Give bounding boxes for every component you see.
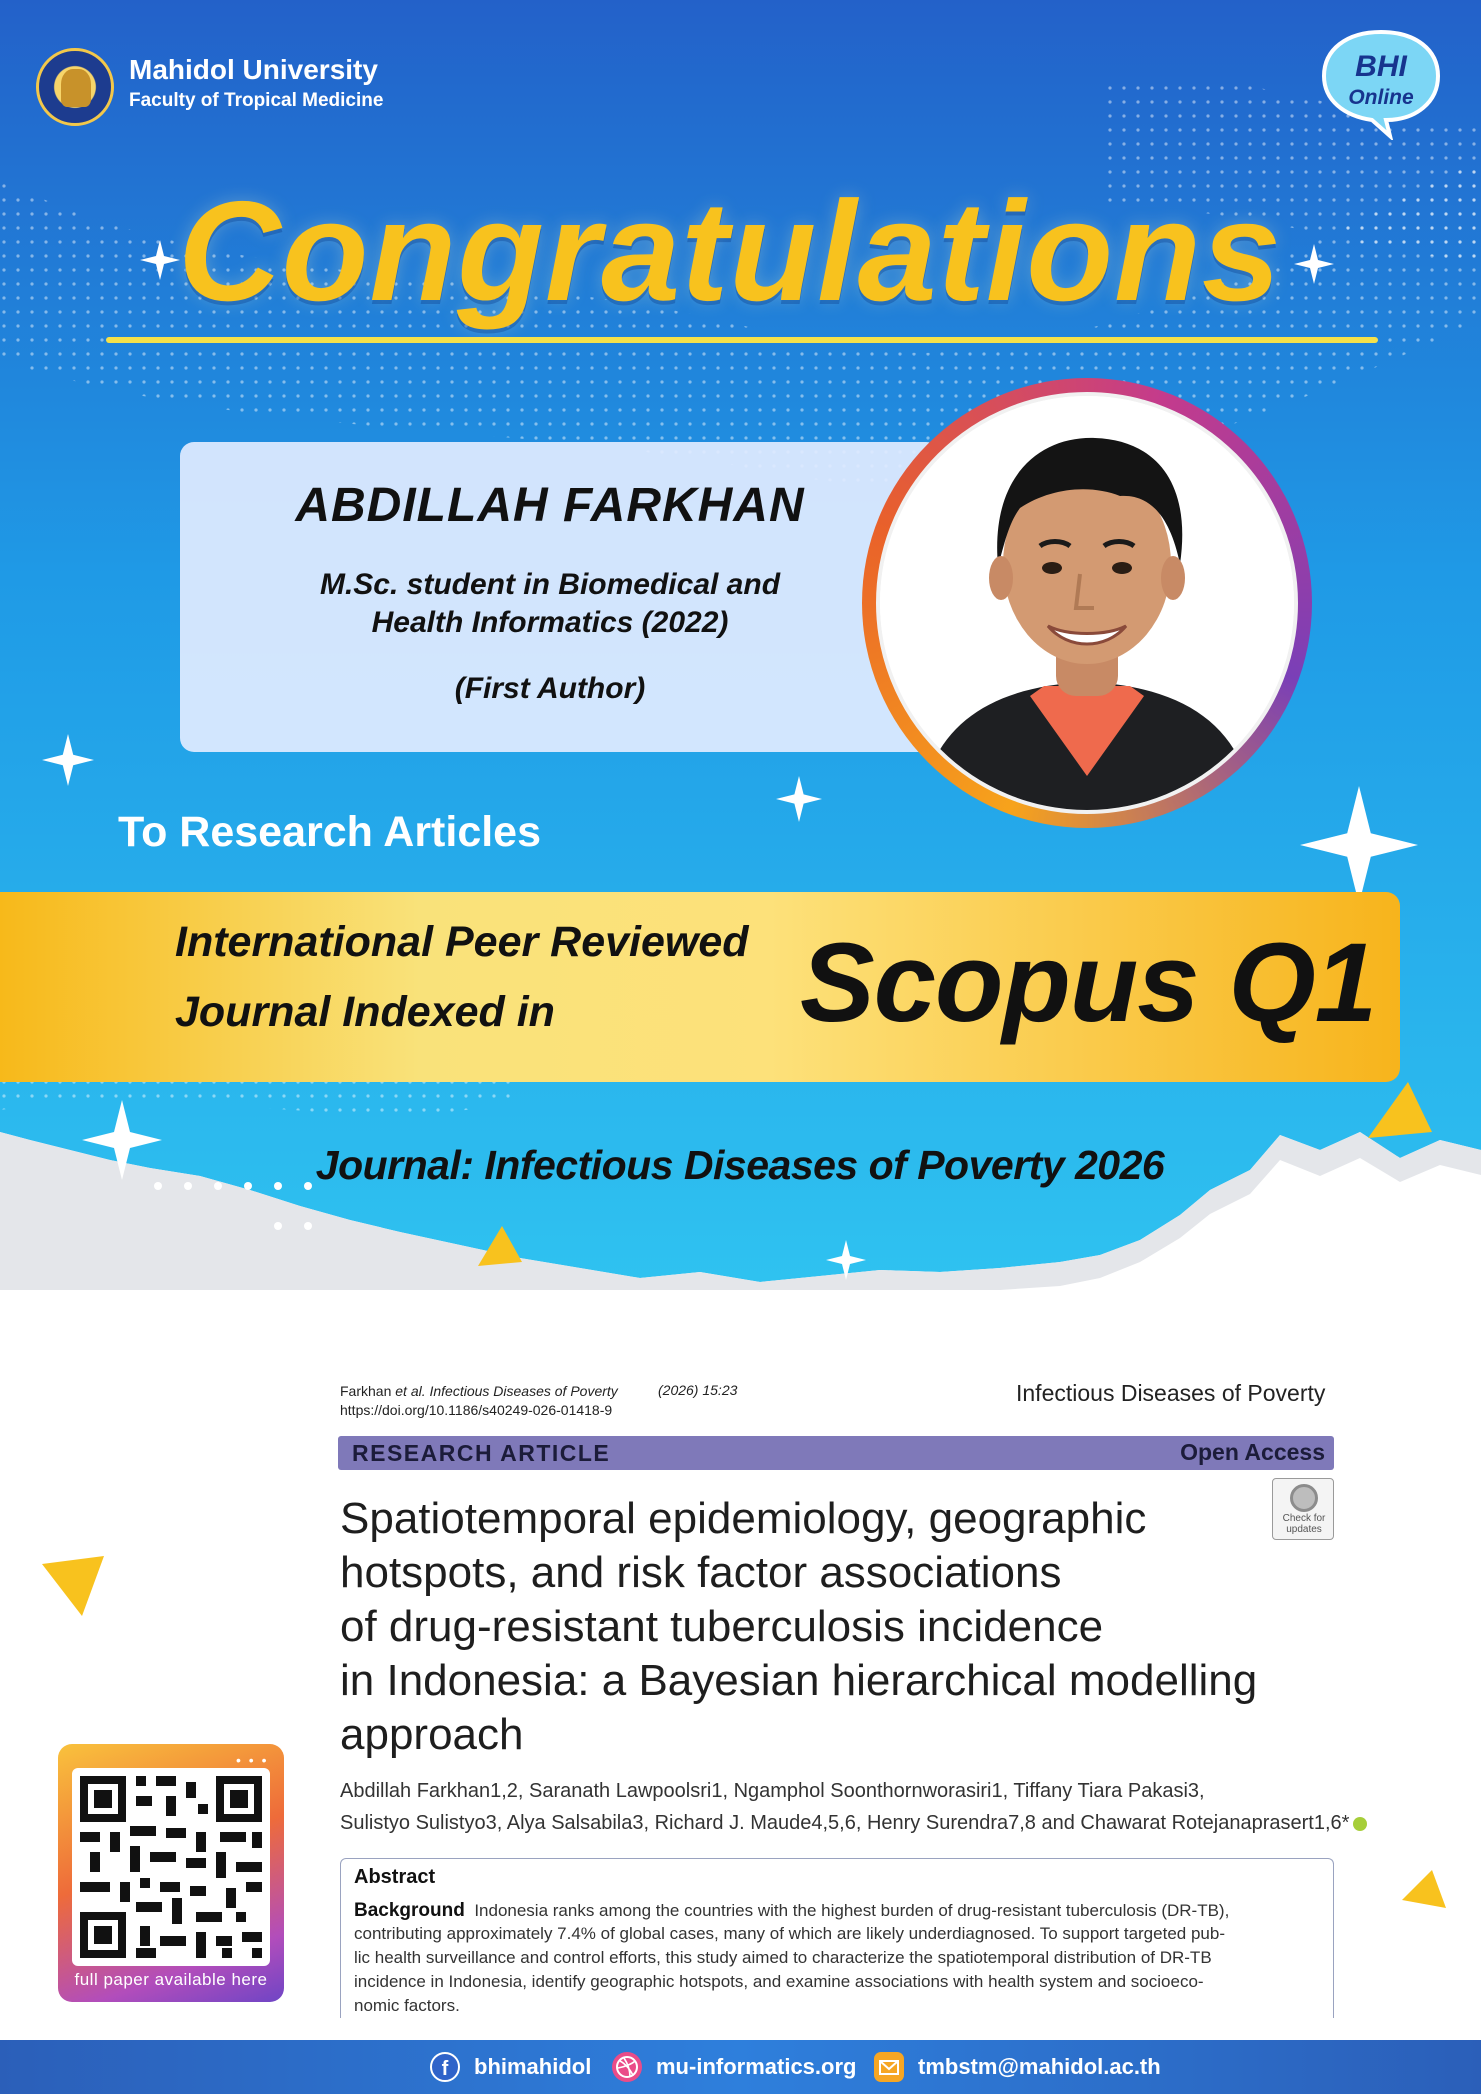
- triangle-icon: [478, 1226, 522, 1266]
- mail-icon[interactable]: [874, 2052, 904, 2082]
- bhi-label: BHI: [1355, 50, 1407, 83]
- qr-code-icon[interactable]: [80, 1776, 262, 1958]
- banner-line-1: International Peer Reviewed: [175, 918, 749, 966]
- sparkle-icon: [82, 1100, 162, 1180]
- paper-title-line: hotspots, and risk factor associations: [340, 1548, 1062, 1597]
- abstract-heading: Abstract: [354, 1866, 436, 1888]
- online-label: Online: [1348, 86, 1414, 109]
- portrait-photo: [876, 392, 1298, 814]
- bhi-online-bubble-icon: [1320, 28, 1442, 140]
- degree-line-1: M.Sc. student in Biomedical and: [319, 568, 781, 601]
- article-citation: [340, 1382, 618, 1420]
- article-doi-link[interactable]: https://doi.org/10.1186/s40249-026-01418-9: [340, 1402, 613, 1418]
- author-list-line-2: Sulistyo Sulistyo3, Alya Salsabila3, Richard J. Maude4,5,6, Henry Surendra7,8 and Chawarat Rotejanaprasert1,6*: [340, 1812, 1340, 1835]
- citation-journal: et al. Infectious Diseases of Poverty: [395, 1383, 618, 1399]
- website-link[interactable]: mu-informatics.org: [656, 2054, 857, 2079]
- email-link[interactable]: tmbstm@mahidol.ac.th: [918, 2054, 1161, 2079]
- qr-caption: full paper available here: [74, 1970, 268, 1989]
- headline-underline: [106, 337, 1378, 343]
- background-label: Background: [354, 1900, 465, 1921]
- banner-line-2: Journal Indexed in: [175, 988, 555, 1036]
- sparkle-icon: [776, 776, 822, 822]
- person-name: ABDILLAH FARKHAN: [295, 479, 805, 532]
- triangle-icon: [1402, 1870, 1446, 1910]
- orcid-icon[interactable]: [1353, 1817, 1367, 1831]
- university-logo: [36, 48, 396, 124]
- abstract-line: contributing approximately 7.4% of global cases, many of which are likely underdiagnosed. To support targeted pub-: [354, 1924, 1225, 1943]
- dribbble-icon[interactable]: [612, 2052, 642, 2082]
- paper-title-line: in Indonesia: a Bayesian hierarchical modelling: [340, 1656, 1258, 1705]
- sparkle-icon: [826, 1240, 866, 1280]
- author-list-line-1: Abdillah Farkhan1,2, Saranath Lawpoolsri1, Ngamphol Soonthornworasiri1, Tiffany Tiara Pakasi3,: [340, 1780, 1205, 1802]
- citation-author: Farkhan: [340, 1383, 396, 1399]
- dot-row-decoration: [152, 1180, 332, 1240]
- check-for-updates-label: Check for updates: [1282, 1513, 1326, 1535]
- degree-line-2: Health Informatics (2022): [371, 606, 729, 639]
- abstract-line: lic health surveillance and control efforts, this study aimed to characterize the spatiotemporal distribution of DR-TB: [354, 1948, 1212, 1967]
- scopus-q1-label: Scopus Q1: [800, 920, 1377, 1045]
- faculty-name: Faculty of Tropical Medicine: [129, 90, 384, 111]
- sparkle-icon: [42, 734, 94, 786]
- university-seal-icon: [36, 48, 114, 126]
- article-journal-name: Infectious Diseases of Poverty: [1016, 1380, 1326, 1406]
- citation-year: (2026) 15:23: [658, 1382, 738, 1398]
- paper-title-line: of drug-resistant tuberculosis incidence: [340, 1602, 1104, 1651]
- facebook-link[interactable]: bhimahidol: [474, 2054, 592, 2079]
- triangle-icon: [1368, 1082, 1432, 1138]
- open-access-label: Open Access: [1180, 1439, 1325, 1465]
- author-role: (First Author): [454, 672, 646, 705]
- research-subheading: To Research Articles: [118, 808, 542, 856]
- facebook-icon[interactable]: f: [430, 2052, 460, 2082]
- abstract-line: incidence in Indonesia, identify geographic hotspots, and examine associations with health system and socioeco-: [354, 1972, 1204, 1991]
- paper-title-line: approach: [340, 1710, 524, 1759]
- qr-card-dots: • • •: [236, 1752, 269, 1768]
- triangle-icon: [42, 1556, 104, 1616]
- journal-line: Journal: Infectious Diseases of Poverty 2026: [315, 1142, 1165, 1188]
- paper-title-line: Spatiotemporal epidemiology, geographic: [340, 1494, 1147, 1543]
- university-name: Mahidol University: [129, 54, 378, 85]
- abstract-line: nomic factors.: [354, 1996, 460, 2015]
- abstract-line: Background Indonesia ranks among the countries with the highest burden of drug-resistant tuberculosis (DR-TB),: [354, 1900, 1230, 1921]
- congratulations-headline: Congratulations: [178, 172, 1282, 331]
- sparkle-icon: [1300, 786, 1418, 904]
- article-type-label: RESEARCH ARTICLE: [352, 1440, 611, 1466]
